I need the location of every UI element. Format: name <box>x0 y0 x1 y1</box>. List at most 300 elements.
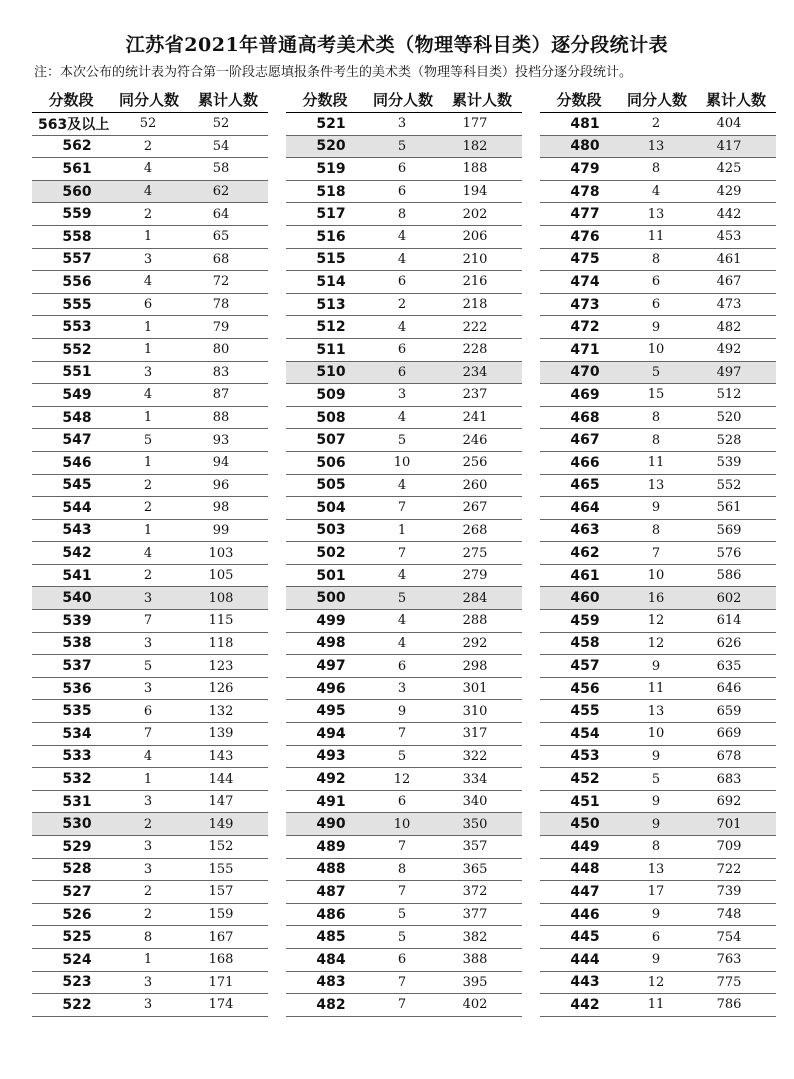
score-cell: 534 <box>62 725 92 742</box>
table-row <box>286 633 522 656</box>
count-cell: 13 <box>647 138 665 154</box>
score-cell: 543 <box>62 522 92 539</box>
total-cell: 268 <box>462 522 488 538</box>
total-cell: 206 <box>462 229 488 245</box>
total-cell: 241 <box>462 410 488 426</box>
count-cell: 4 <box>143 387 153 403</box>
count-cell: 3 <box>143 251 153 267</box>
count-cell: 4 <box>397 319 407 335</box>
count-cell: 5 <box>397 929 407 945</box>
table-row <box>540 407 776 430</box>
count-cell: 6 <box>651 297 661 313</box>
count-cell: 8 <box>397 861 407 877</box>
score-cell: 472 <box>570 319 600 336</box>
score-cell: 501 <box>316 567 346 584</box>
total-cell: 218 <box>462 297 488 313</box>
score-cell: 496 <box>316 680 346 697</box>
table-row <box>540 497 776 520</box>
table-row <box>540 452 776 475</box>
count-cell: 7 <box>397 839 407 855</box>
score-cell: 521 <box>316 115 346 132</box>
total-cell: 635 <box>716 658 742 674</box>
total-cell: 149 <box>208 816 234 832</box>
header-count: 同分人数 <box>118 90 179 109</box>
count-cell: 5 <box>143 432 153 448</box>
table-header <box>286 86 522 113</box>
header-total: 累计人数 <box>705 90 766 109</box>
total-cell: 310 <box>462 703 488 719</box>
header-total: 累计人数 <box>451 90 512 109</box>
count-cell: 2 <box>143 500 153 516</box>
count-cell: 10 <box>647 342 665 358</box>
total-cell: 473 <box>716 297 742 313</box>
total-cell: 576 <box>716 545 742 561</box>
score-cell: 507 <box>316 432 346 449</box>
score-cell: 531 <box>62 793 92 810</box>
table-row <box>540 384 776 407</box>
score-cell: 465 <box>570 477 600 494</box>
table-row <box>32 452 268 475</box>
table-row <box>540 972 776 995</box>
score-cell: 537 <box>62 658 92 675</box>
score-cell: 482 <box>316 996 346 1013</box>
score-cell: 449 <box>570 838 600 855</box>
total-cell: 669 <box>716 726 742 742</box>
table-row <box>32 294 268 317</box>
count-cell: 9 <box>397 703 407 719</box>
table-row <box>286 316 522 339</box>
score-cell: 522 <box>62 996 92 1013</box>
total-cell: 442 <box>716 206 742 222</box>
total-cell: 763 <box>716 952 742 968</box>
table-row <box>286 294 522 317</box>
total-cell: 64 <box>212 206 230 222</box>
count-cell: 2 <box>143 477 153 493</box>
score-cell: 446 <box>570 906 600 923</box>
score-cell: 508 <box>316 409 346 426</box>
table-row <box>32 316 268 339</box>
header-count: 同分人数 <box>626 90 687 109</box>
score-cell: 560 <box>62 183 92 200</box>
score-cell: 497 <box>316 658 346 675</box>
table-row <box>540 181 776 204</box>
table-row <box>32 746 268 769</box>
count-cell: 9 <box>651 794 661 810</box>
count-cell: 1 <box>143 319 153 335</box>
total-cell: 279 <box>462 568 488 584</box>
table-row <box>540 746 776 769</box>
score-cell: 519 <box>316 160 346 177</box>
table-row <box>286 113 522 136</box>
score-cell: 478 <box>570 183 600 200</box>
count-cell: 4 <box>397 568 407 584</box>
score-cell: 491 <box>316 793 346 810</box>
table-row <box>32 384 268 407</box>
total-cell: 62 <box>212 184 230 200</box>
total-cell: 260 <box>462 477 488 493</box>
total-cell: 388 <box>462 952 488 968</box>
table-row <box>286 587 522 610</box>
count-cell: 8 <box>651 839 661 855</box>
score-cell: 442 <box>570 996 600 1013</box>
count-cell: 2 <box>143 206 153 222</box>
score-cell: 529 <box>62 838 92 855</box>
count-cell: 1 <box>143 952 153 968</box>
count-cell: 3 <box>397 387 407 403</box>
count-cell: 6 <box>143 703 153 719</box>
total-cell: 98 <box>212 500 230 516</box>
table-row <box>32 520 268 543</box>
count-cell: 6 <box>651 929 661 945</box>
count-cell: 9 <box>651 952 661 968</box>
score-cell: 477 <box>570 206 600 223</box>
table-row <box>286 226 522 249</box>
table-row <box>540 362 776 385</box>
score-cell: 493 <box>316 748 346 765</box>
table-header <box>540 86 776 113</box>
table-row <box>540 836 776 859</box>
table-row <box>286 813 522 836</box>
total-cell: 350 <box>462 816 488 832</box>
score-cell: 479 <box>570 160 600 177</box>
table-row <box>286 768 522 791</box>
score-cell: 553 <box>62 319 92 336</box>
table-row <box>286 384 522 407</box>
score-cell: 520 <box>316 138 346 155</box>
count-cell: 1 <box>143 771 153 787</box>
count-cell: 13 <box>647 861 665 877</box>
score-cell: 502 <box>316 545 346 562</box>
score-cell: 470 <box>570 364 600 381</box>
score-cell: 483 <box>316 974 346 991</box>
count-cell: 12 <box>647 974 665 990</box>
score-cell: 444 <box>570 951 600 968</box>
count-cell: 5 <box>397 748 407 764</box>
count-cell: 8 <box>651 251 661 267</box>
total-cell: 54 <box>212 138 230 154</box>
table-column-2 <box>286 86 522 1017</box>
count-cell: 6 <box>397 364 407 380</box>
table-row <box>286 565 522 588</box>
total-cell: 126 <box>208 681 234 697</box>
table-row <box>32 700 268 723</box>
table-row <box>32 723 268 746</box>
count-cell: 6 <box>397 342 407 358</box>
count-cell: 4 <box>397 613 407 629</box>
table-row <box>540 136 776 159</box>
total-cell: 340 <box>462 794 488 810</box>
table-row <box>32 158 268 181</box>
table-row <box>32 655 268 678</box>
score-cell: 526 <box>62 906 92 923</box>
score-cell: 486 <box>316 906 346 923</box>
table-row <box>540 587 776 610</box>
count-cell: 3 <box>143 681 153 697</box>
table-row <box>286 655 522 678</box>
total-cell: 72 <box>212 274 230 290</box>
count-cell: 5 <box>651 364 661 380</box>
count-cell: 5 <box>143 658 153 674</box>
score-cell: 517 <box>316 206 346 223</box>
table-column-1 <box>32 86 268 1017</box>
score-cell: 452 <box>570 771 600 788</box>
total-cell: 108 <box>208 590 234 606</box>
total-cell: 528 <box>716 432 742 448</box>
count-cell: 9 <box>651 500 661 516</box>
total-cell: 298 <box>462 658 488 674</box>
total-cell: 683 <box>716 771 742 787</box>
table-row <box>286 520 522 543</box>
count-cell: 1 <box>143 342 153 358</box>
score-cell: 480 <box>570 138 600 155</box>
table-row <box>32 813 268 836</box>
count-cell: 3 <box>143 364 153 380</box>
table-row <box>540 768 776 791</box>
table-row <box>286 136 522 159</box>
count-cell: 6 <box>397 952 407 968</box>
table-row <box>32 181 268 204</box>
score-cell: 498 <box>316 635 346 652</box>
score-cell: 539 <box>62 612 92 629</box>
count-cell: 4 <box>143 748 153 764</box>
score-cell: 525 <box>62 929 92 946</box>
total-cell: 678 <box>716 748 742 764</box>
total-cell: 155 <box>208 861 234 877</box>
score-cell: 487 <box>316 883 346 900</box>
score-cell: 541 <box>62 567 92 584</box>
header-score: 分数段 <box>48 90 94 109</box>
table-row <box>32 249 268 272</box>
total-cell: 144 <box>208 771 234 787</box>
score-cell: 506 <box>316 454 346 471</box>
table-row <box>286 791 522 814</box>
total-cell: 182 <box>462 138 488 154</box>
count-cell: 7 <box>397 726 407 742</box>
total-cell: 569 <box>716 522 742 538</box>
total-cell: 147 <box>208 794 234 810</box>
count-cell: 8 <box>651 161 661 177</box>
total-cell: 228 <box>462 342 488 358</box>
table-row <box>540 565 776 588</box>
count-cell: 7 <box>397 500 407 516</box>
table-row <box>540 203 776 226</box>
count-cell: 10 <box>647 726 665 742</box>
total-cell: 292 <box>462 635 488 651</box>
total-cell: 372 <box>462 884 488 900</box>
total-cell: 429 <box>716 184 742 200</box>
count-cell: 9 <box>651 816 661 832</box>
table-row <box>286 904 522 927</box>
count-cell: 4 <box>651 184 661 200</box>
total-cell: 202 <box>462 206 488 222</box>
table-row <box>32 203 268 226</box>
total-cell: 171 <box>208 974 234 990</box>
table-row <box>32 362 268 385</box>
score-cell: 500 <box>316 590 346 607</box>
count-cell: 8 <box>651 410 661 426</box>
total-cell: 143 <box>208 748 234 764</box>
score-cell: 535 <box>62 703 92 720</box>
total-cell: 152 <box>208 839 234 855</box>
count-cell: 13 <box>647 206 665 222</box>
count-cell: 2 <box>143 138 153 154</box>
score-cell: 528 <box>62 861 92 878</box>
count-cell: 6 <box>397 184 407 200</box>
table-row <box>540 113 776 136</box>
total-cell: 709 <box>716 839 742 855</box>
count-cell: 4 <box>397 635 407 651</box>
count-cell: 5 <box>397 138 407 154</box>
score-cell: 484 <box>316 951 346 968</box>
total-cell: 395 <box>462 974 488 990</box>
total-cell: 275 <box>462 545 488 561</box>
count-cell: 3 <box>143 974 153 990</box>
count-cell: 4 <box>397 477 407 493</box>
score-cell: 453 <box>570 748 600 765</box>
table-row <box>540 339 776 362</box>
total-cell: 52 <box>212 116 230 132</box>
score-cell: 488 <box>316 861 346 878</box>
total-cell: 301 <box>462 681 488 697</box>
score-cell: 542 <box>62 545 92 562</box>
score-cell: 504 <box>316 499 346 516</box>
table-row <box>540 949 776 972</box>
total-cell: 256 <box>462 455 488 471</box>
table-row <box>540 723 776 746</box>
table-row <box>32 881 268 904</box>
total-cell: 586 <box>716 568 742 584</box>
total-cell: 234 <box>462 364 488 380</box>
table-row <box>540 904 776 927</box>
total-cell: 365 <box>462 861 488 877</box>
total-cell: 216 <box>462 274 488 290</box>
table-row <box>32 994 268 1017</box>
count-cell: 5 <box>397 907 407 923</box>
total-cell: 539 <box>716 455 742 471</box>
total-cell: 404 <box>716 116 742 132</box>
table-row <box>32 678 268 701</box>
score-cell: 532 <box>62 771 92 788</box>
score-cell: 463 <box>570 522 600 539</box>
table-row <box>32 768 268 791</box>
table-row <box>286 429 522 452</box>
score-cell: 476 <box>570 228 600 245</box>
table-row <box>286 497 522 520</box>
count-cell: 4 <box>143 161 153 177</box>
score-cell: 546 <box>62 454 92 471</box>
score-cell: 549 <box>62 386 92 403</box>
table-row <box>286 926 522 949</box>
count-cell: 10 <box>393 455 411 471</box>
count-cell: 1 <box>143 455 153 471</box>
table-row <box>32 610 268 633</box>
count-cell: 10 <box>393 816 411 832</box>
table-row <box>286 475 522 498</box>
table-row <box>286 994 522 1017</box>
score-cell: 540 <box>62 590 92 607</box>
count-cell: 6 <box>651 274 661 290</box>
total-cell: 722 <box>716 861 742 877</box>
table-row <box>32 136 268 159</box>
count-cell: 3 <box>143 590 153 606</box>
table-row <box>32 926 268 949</box>
table-row <box>32 836 268 859</box>
table-row <box>32 475 268 498</box>
count-cell: 6 <box>397 794 407 810</box>
table-body <box>540 113 776 1017</box>
score-cell: 450 <box>570 816 600 833</box>
count-cell: 6 <box>143 297 153 313</box>
total-cell: 646 <box>716 681 742 697</box>
score-cell: 494 <box>316 725 346 742</box>
score-cell: 485 <box>316 929 346 946</box>
score-cell: 473 <box>570 296 600 313</box>
total-cell: 748 <box>716 907 742 923</box>
table-row <box>32 429 268 452</box>
total-cell: 701 <box>716 816 742 832</box>
total-cell: 210 <box>462 251 488 267</box>
header-score: 分数段 <box>302 90 348 109</box>
score-cell: 562 <box>62 138 92 155</box>
score-cell: 469 <box>570 386 600 403</box>
count-cell: 6 <box>397 658 407 674</box>
table-row <box>32 113 268 136</box>
score-cell: 555 <box>62 296 92 313</box>
total-cell: 157 <box>208 884 234 900</box>
count-cell: 17 <box>647 884 665 900</box>
total-cell: 467 <box>716 274 742 290</box>
total-cell: 786 <box>716 997 742 1013</box>
score-cell: 474 <box>570 273 600 290</box>
score-cell: 499 <box>316 612 346 629</box>
score-cell: 536 <box>62 680 92 697</box>
table-row <box>540 791 776 814</box>
score-cell: 552 <box>62 341 92 358</box>
total-cell: 80 <box>212 342 230 358</box>
table-row <box>32 949 268 972</box>
count-cell: 9 <box>651 319 661 335</box>
count-cell: 8 <box>143 929 153 945</box>
count-cell: 52 <box>139 116 157 132</box>
table-row <box>286 881 522 904</box>
table-row <box>286 249 522 272</box>
total-cell: 188 <box>462 161 488 177</box>
total-cell: 168 <box>208 952 234 968</box>
count-cell: 11 <box>647 229 665 245</box>
count-cell: 7 <box>397 545 407 561</box>
table-row <box>286 362 522 385</box>
count-cell: 11 <box>647 455 665 471</box>
score-cell: 460 <box>570 590 600 607</box>
count-cell: 12 <box>647 635 665 651</box>
total-cell: 132 <box>208 703 234 719</box>
score-cell: 467 <box>570 432 600 449</box>
total-cell: 139 <box>208 726 234 742</box>
total-cell: 79 <box>212 319 230 335</box>
score-cell: 456 <box>570 680 600 697</box>
count-cell: 11 <box>647 681 665 697</box>
total-cell: 174 <box>208 997 234 1013</box>
score-cell: 505 <box>316 477 346 494</box>
table-row <box>540 158 776 181</box>
count-cell: 8 <box>397 206 407 222</box>
table-row <box>286 723 522 746</box>
total-cell: 87 <box>212 387 230 403</box>
total-cell: 497 <box>716 364 742 380</box>
total-cell: 492 <box>716 342 742 358</box>
table-header <box>32 86 268 113</box>
score-cell: 512 <box>316 319 346 336</box>
